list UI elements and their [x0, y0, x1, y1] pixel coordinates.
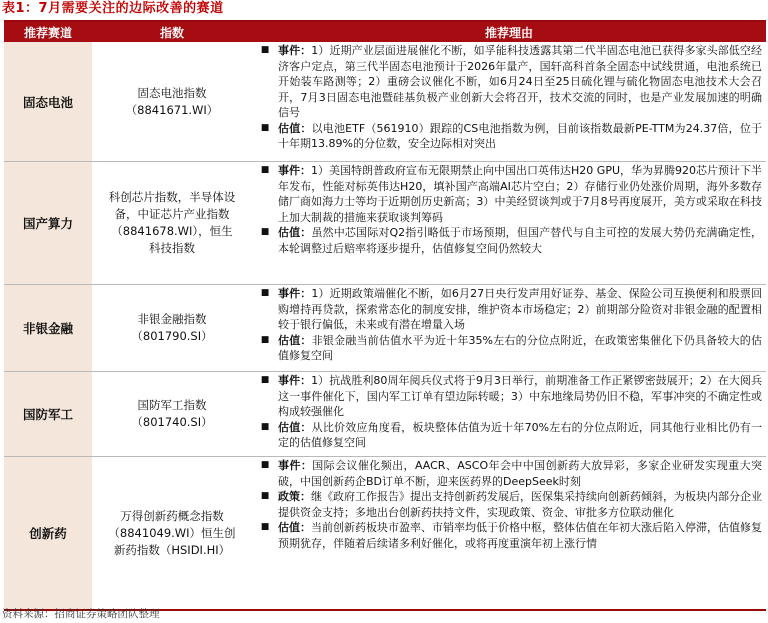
bullet-icon: [252, 489, 278, 520]
table-row: [4, 285, 766, 372]
list-item: [252, 520, 762, 551]
sector-name: 国产算力: [4, 162, 92, 284]
table-row: [4, 42, 766, 162]
bullet-icon: [252, 373, 278, 420]
item-label: 估值：: [278, 420, 312, 434]
item-text: 国际会议催化频出，AACR、ASCO年会中中国创新药大放异彩，多家企业研发实现重大突破，中国创新药企BD订单不断，迎来医药界的DeepSeek时刻: [278, 459, 763, 488]
recommendation-table: [4, 20, 766, 608]
reason-cell: [252, 285, 766, 371]
bullet-icon: [252, 121, 278, 152]
bullet-icon: [252, 333, 278, 364]
item-text: 虽然中芯国际对Q2指引略低于市场预期，但国产替代与自主可控的发展大势仍充满确定性，本轮调整过后赔率将逐步提升，估值修复空间仍然较大: [278, 226, 762, 255]
header-reason: 推荐理由: [484, 25, 533, 40]
list-item: [252, 121, 762, 152]
index-name: 非银金融指数（801790.SI）: [131, 312, 213, 343]
list-item: [252, 163, 762, 225]
item-label: 估值：: [278, 226, 312, 239]
item-label: 估值：: [278, 121, 312, 135]
sector-name: 国防军工: [4, 372, 92, 456]
sector-name: 创新药: [4, 457, 92, 609]
item-text: 1）美国特朗普政府宣布无限期禁止向中国出口英伟达H20 GPU，华为昇腾920芯片预计下半年发布，性能对标英伟达H20，填补国产高端AI芯片空白；2）存储行业仍处涨价周期，海外多数存储厂商如海力士等均于近期创历史新高；3）中美经贸谈判或于7月8号再度展开，美方或采取在科技上加大制裁的措施来获取谈判筹码: [278, 164, 763, 224]
bullet-icon: [252, 420, 278, 451]
bullet-icon: [252, 43, 278, 121]
header-sector: 推荐赛道: [23, 25, 72, 40]
sector-name: 固态电池: [4, 42, 92, 161]
list-item: [252, 420, 762, 451]
list-item: [252, 286, 762, 333]
bullet-icon: [252, 520, 278, 551]
item-label: 事件：: [278, 287, 312, 300]
index-name: 固态电池指数（8841671.WI）: [125, 85, 219, 117]
list-item: [252, 458, 762, 489]
item-label: 政策：: [278, 490, 311, 503]
reason-cell: [252, 457, 766, 609]
item-label: 估值：: [278, 333, 312, 347]
reason-cell: [252, 372, 766, 456]
list-item: [252, 225, 762, 256]
table-row: [4, 457, 766, 611]
item-text: 从比价效应角度看，板块整体估值为近十年70%左右的分位点附近，同其他行业相比仍有一定的估值修复空间: [278, 420, 763, 449]
item-text: 1）近期政策端催化不断，如6月27日央行发声用好证券、基金、保险公司互换便利和股票回购增持再贷款，探索常态化的制度安排，维护资本市场稳定；2）前期部分险资对非银金融的配置相较于银行偏低，未来或有潜在增量入场: [278, 287, 763, 331]
bullet-icon: [252, 225, 278, 256]
list-item: [252, 43, 762, 121]
bullet-icon: [252, 286, 278, 333]
item-text: 1）抗战胜利80周年阅兵仪式将于9月3日举行，前期准备工作正紧锣密鼓展开；2）在大阅兵这一事件催化下，国内军工订单有望边际转暖；3）中东地缘局势仍旧不稳，军事冲突的不确定性或构成较强催化: [278, 374, 762, 418]
item-text: 1）近期产业层面进展催化不断，如孚能科技透露其第二代半固态电池已获得多家头部低空经济客户定点，第三代半固态电池预计于2026年量产，国轩高科首条全固态中试线贯通，电池系统已开始装车路测等；2）重磅会议催化不断，如6月24日至25日硫化锂与硫化物固态电池技术大会召开，7月3日固态电池暨硅基负极产业创新大会将召开，技术交流的同时，也是产业发展加速的明确信号: [278, 44, 762, 119]
item-label: 事件：: [278, 374, 312, 387]
list-item: [252, 373, 762, 420]
item-label: 事件：: [278, 459, 313, 472]
source-note: 资料来源：招商证券策略团队整理: [2, 608, 160, 620]
table-header: [4, 22, 766, 42]
item-text: 当前创新药板块市盈率、市销率均低于价格中枢，整体估值在年初大涨后陷入停滞，估值修复预期犹存，伴随着后续诸多利好催化，或将再度重演年初上涨行情: [278, 521, 762, 550]
header-index: 指数: [159, 25, 184, 40]
bullet-icon: [252, 458, 278, 489]
item-label: 事件：: [278, 164, 312, 177]
table-row: [4, 162, 766, 285]
sector-name: 非银金融: [4, 285, 92, 371]
reason-cell: [252, 42, 766, 161]
item-text: 非银金融当前估值水平为近十年35%左右的分位点附近，在政策密集催化下仍具备较大的估值修复空间: [278, 333, 763, 362]
item-label: 估值：: [278, 521, 311, 534]
item-text: 以电池ETF（561910）跟踪的CS电池指数为例，目前该指数最新PE-TTM为24.37倍，位于十年期13.89%的分位数，安全边际相对突出: [278, 121, 763, 150]
list-item: [252, 489, 762, 520]
bullet-icon: [252, 163, 278, 225]
item-text: 继《政府工作报告》提出支持创新药发展后，医保集采持续向创新药倾斜，为板块内部分企业提供资金支持；多地出台创新药扶持文件，实现政策、资金、审批多方位联动催化: [278, 490, 762, 519]
table-title: 表1：7月需要关注的边际改善的赛道: [2, 1, 224, 16]
list-item: [252, 333, 762, 364]
index-name: 万得创新药概念指数（8841049.WI）恒生创新药指数（HSIDI.HI）: [108, 508, 236, 557]
table-row: [4, 372, 766, 457]
index-name: 科创芯片指数，半导体设备，中证芯片产业指数（8841678.WI），恒生科技指数: [108, 190, 236, 255]
item-label: 事件：: [278, 44, 312, 57]
index-name: 国防军工指数（801740.SI）: [131, 398, 213, 429]
reason-cell: [252, 162, 766, 284]
